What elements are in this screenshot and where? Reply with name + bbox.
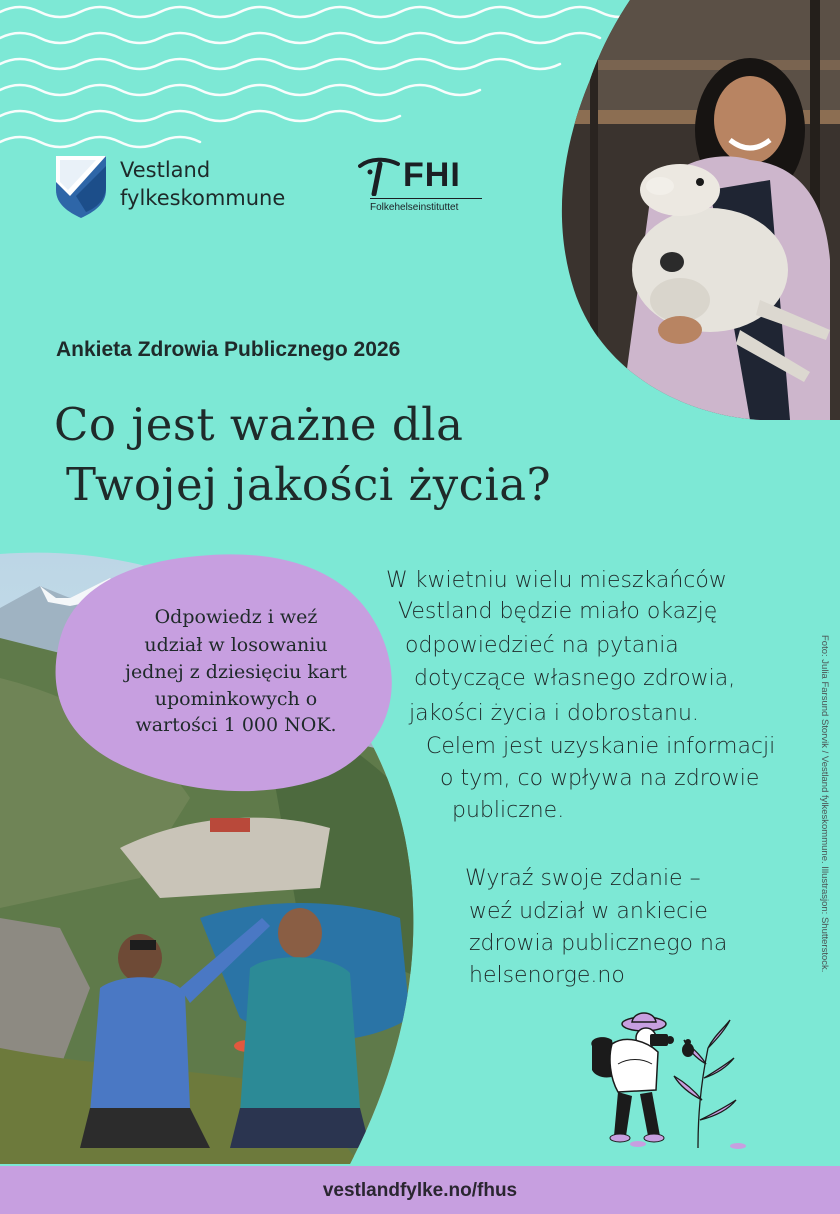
fhi-subtitle: Folkehelseinstituttet bbox=[370, 202, 459, 213]
photo-credit: Foto: Julia Farsund Storvik / Vestland fylkeskommune. Illustrasjon: Shutterstock. bbox=[819, 635, 830, 973]
body-p1-line-1: W kwietniu wielu mieszkańców bbox=[386, 568, 727, 593]
headline-line2: Twojej jakości życia? bbox=[66, 458, 552, 511]
photo-woman-with-lamb bbox=[560, 0, 840, 420]
vestland-shield-icon bbox=[56, 156, 106, 218]
body-p1-line-4: dotyczące własnego zdrowia, bbox=[414, 666, 736, 691]
footer-url-link[interactable]: vestlandfylke.no/fhus bbox=[322, 1180, 518, 1201]
body-p2-line-1: Wyraź swoje zdanie – bbox=[465, 866, 701, 891]
body-p1-line-2: Vestland będzie miało okazję bbox=[398, 599, 718, 624]
callout-line-5: wartości 1 000 NOK. bbox=[135, 714, 337, 736]
callout-line-3: jednej z dziesięciu kart bbox=[125, 661, 347, 683]
fhi-figure-icon bbox=[358, 156, 402, 196]
body-p1-line-8: publiczne. bbox=[452, 798, 565, 823]
vestland-logo bbox=[56, 156, 326, 222]
fhi-divider bbox=[370, 198, 482, 199]
vestland-name-line1: Vestland bbox=[120, 158, 211, 182]
vestland-name-line2: fylkeskommune bbox=[120, 186, 286, 210]
survey-title: Ankieta Zdrowia Publicznego 2026 bbox=[56, 338, 401, 361]
footer-bar bbox=[0, 1166, 840, 1214]
body-p2-line-2: weź udział w ankiecie bbox=[469, 899, 708, 924]
body-p1-line-3: odpowiedzieć na pytania bbox=[405, 633, 679, 658]
decorative-wave-lines bbox=[0, 0, 640, 160]
photographer-illustration bbox=[548, 1008, 758, 1154]
fhi-logo bbox=[358, 156, 488, 220]
callout-line-1: Odpowiedz i weź bbox=[154, 606, 318, 628]
fhi-wordmark: FHI bbox=[403, 156, 461, 194]
callout-line-2: udział w losowaniu bbox=[144, 634, 328, 656]
body-p1-line-5: jakości życia i dobrostanu. bbox=[409, 701, 699, 726]
headline-line1: Co jest ważne dla bbox=[54, 398, 464, 451]
callout-line-4: upominkowych o bbox=[154, 688, 318, 710]
prize-callout bbox=[48, 548, 408, 792]
body-p2-line-4: helsenorge.no bbox=[469, 963, 625, 988]
body-p1-line-6: Celem jest uzyskanie informacji bbox=[426, 734, 776, 759]
body-p2-line-3: zdrowia publicznego na bbox=[469, 931, 728, 956]
body-p1-line-7: o tym, co wpływa na zdrowie bbox=[440, 766, 760, 791]
